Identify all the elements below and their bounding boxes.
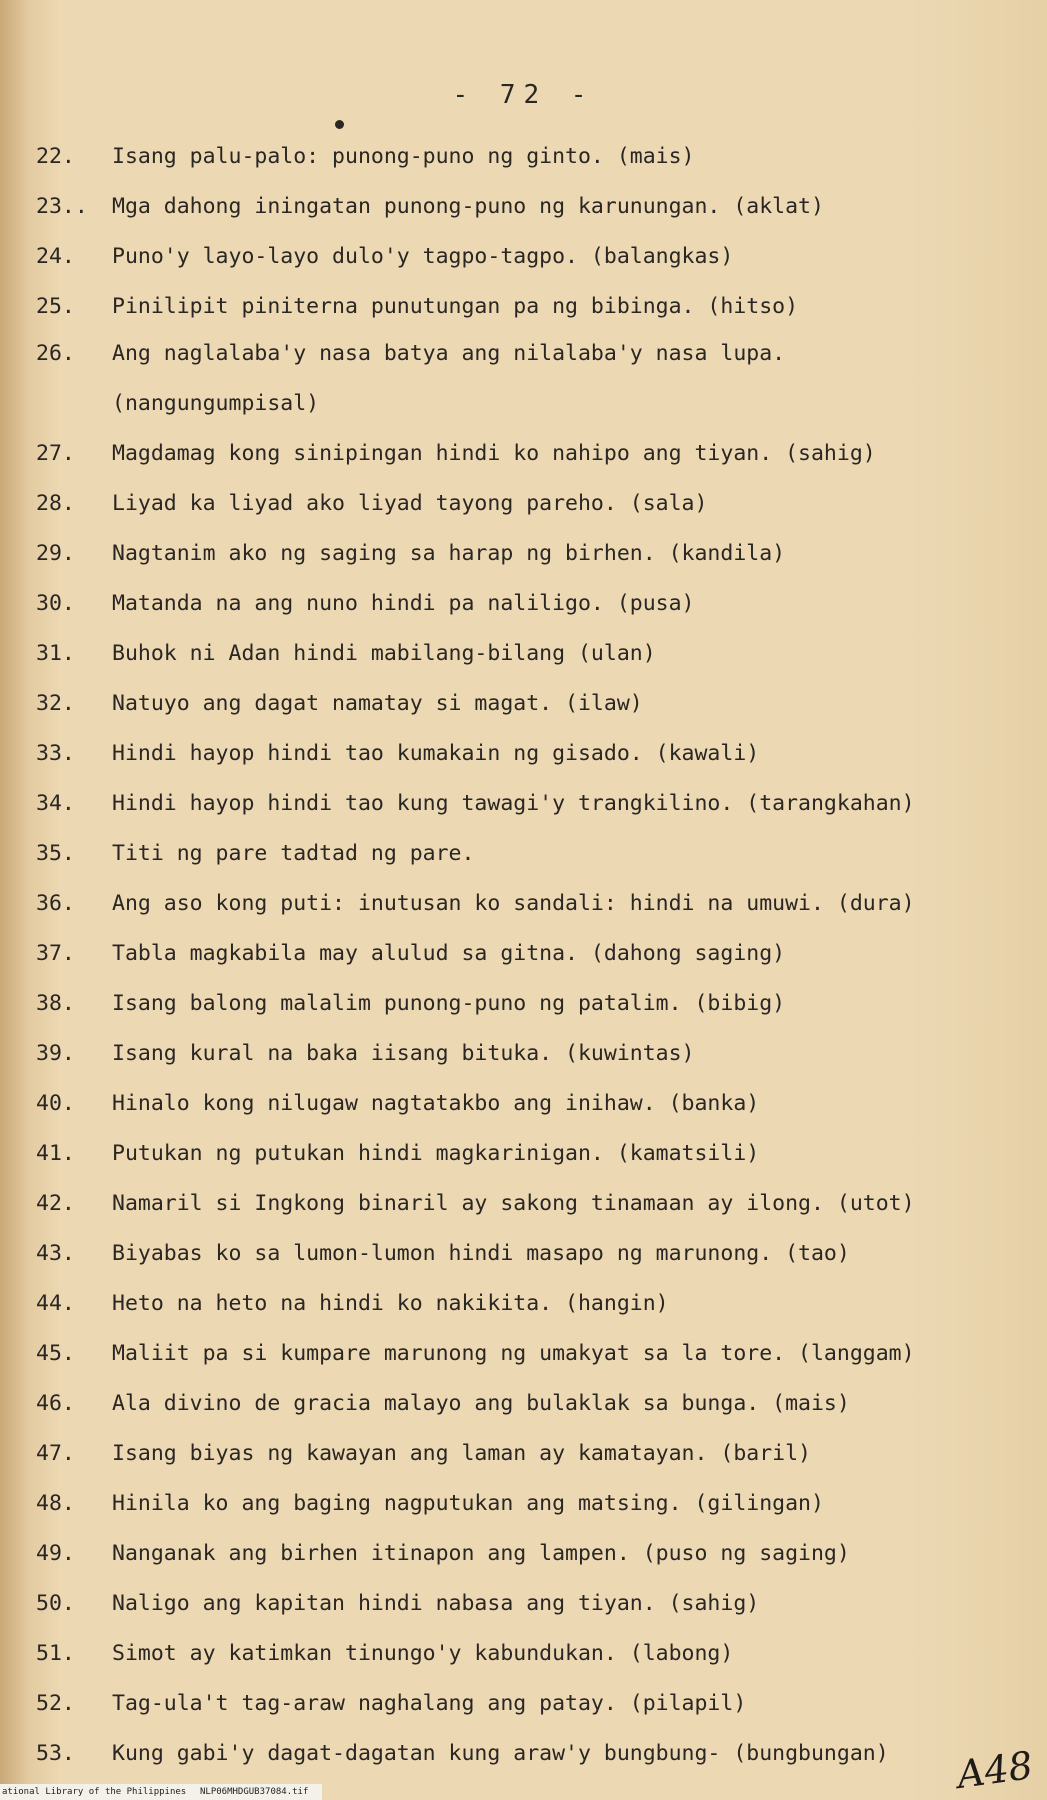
riddle-text: (nangungumpisal) [112,391,320,416]
riddle-text: Tabla magkabila may alulud sa gitna. (dahong saging) [112,941,786,966]
riddle-number: 49. [36,1541,75,1566]
riddle-text: Tag-ula't tag-araw naghalang ang patay. (pilapil) [112,1691,747,1716]
riddle-number: 23.. [36,194,88,219]
riddle-text: Mga dahong iningatan punong-puno ng karunungan. (aklat) [112,194,824,219]
riddle-number: 33. [36,741,75,766]
riddle-row [0,1291,1047,1331]
riddle-row [0,991,1047,1031]
riddle-text: Namaril si Ingkong binaril ay sakong tinamaan ay ilong. (utot) [112,1191,915,1216]
riddle-text: Hindi hayop hindi tao kumakain ng gisado. (kawali) [112,741,760,766]
riddle-number: 44. [36,1291,75,1316]
riddle-text: Hindi hayop hindi tao kung tawagi'y trangkilino. (tarangkahan) [112,791,915,816]
riddle-row [0,194,1047,234]
riddle-number: 38. [36,991,75,1016]
footer-source: ational Library of the Philippines [0,1784,322,1800]
riddle-text: Nanganak ang birhen itinapon ang lampen. (puso ng saging) [112,1541,850,1566]
riddle-row [0,1741,1047,1781]
riddle-row [0,541,1047,581]
riddle-row [0,1591,1047,1631]
riddle-number: 46. [36,1391,75,1416]
riddle-number: 37. [36,941,75,966]
riddle-row [0,1141,1047,1181]
riddle-text: Nagtanim ako ng saging sa harap ng birhen. (kandila) [112,541,786,566]
riddle-number: 48. [36,1491,75,1516]
riddle-text: Puno'y layo-layo dulo'y tagpo-tagpo. (balangkas) [112,244,734,269]
riddle-row [0,741,1047,781]
riddle-text: Natuyo ang dagat namatay si magat. (ilaw) [112,691,643,716]
riddle-number: 45. [36,1341,75,1366]
riddle-row [0,1241,1047,1281]
riddle-text: Isang palu-palo: punong-puno ng ginto. (mais) [112,144,695,169]
riddle-number: 27. [36,441,75,466]
riddle-row [0,1191,1047,1231]
riddle-text: Titi ng pare tadtad ng pare. [112,841,475,866]
riddle-text: Kung gabi'y dagat-dagatan kung araw'y bungbung- (bungbungan) [112,1741,889,1766]
riddle-text: Buhok ni Adan hindi mabilang-bilang (ulan) [112,641,656,666]
riddle-number: 53. [36,1741,75,1766]
footer-file: NLP06MHDGUB37084.tif [200,1787,309,1797]
riddle-row [0,891,1047,931]
riddle-text: Isang balong malalim punong-puno ng patalim. (bibig) [112,991,786,1016]
riddle-text: Pinilipit piniterna punutungan pa ng bibinga. (hitso) [112,294,799,319]
riddle-text: Putukan ng putukan hindi magkarinigan. (kamatsili) [112,1141,760,1166]
riddle-number: 51. [36,1641,75,1666]
riddle-text: Ala divino de gracia malayo ang bulaklak sa bunga. (mais) [112,1391,850,1416]
riddle-number: 39. [36,1041,75,1066]
riddle-number: 36. [36,891,75,916]
riddle-text: Ang naglalaba'y nasa batya ang nilalaba'y nasa lupa. [112,341,786,366]
riddle-text: Isang biyas ng kawayan ang laman ay kamatayan. (baril) [112,1441,811,1466]
riddle-number: 35. [36,841,75,866]
riddle-text: Liyad ka liyad ako liyad tayong pareho. (sala) [112,491,708,516]
riddle-row [0,941,1047,981]
riddle-row [0,841,1047,881]
riddle-text: Biyabas ko sa lumon-lumon hindi masapo ng marunong. (tao) [112,1241,850,1266]
riddle-row [0,1391,1047,1431]
handwritten-mark: A48 [954,1742,1036,1798]
riddle-number: 42. [36,1191,75,1216]
riddle-row [0,1441,1047,1481]
riddle-number: 40. [36,1091,75,1116]
riddle-row [0,1041,1047,1081]
riddle-row [0,491,1047,531]
riddle-row [0,144,1047,184]
riddle-row [0,791,1047,831]
riddle-number: 50. [36,1591,75,1616]
riddle-text: Hinalo kong nilugaw nagtatakbo ang inihaw. (banka) [112,1091,760,1116]
riddle-text: Hinila ko ang baging nagputukan ang matsing. (gilingan) [112,1491,824,1516]
riddle-number: 26. [36,341,75,366]
riddle-text: Ang aso kong puti: inutusan ko sandali: hindi na umuwi. (dura) [112,891,915,916]
riddle-number: 43. [36,1241,75,1266]
riddle-number: 41. [36,1141,75,1166]
riddle-number: 25. [36,294,75,319]
riddle-row [0,1341,1047,1381]
riddle-number: 29. [36,541,75,566]
riddle-number: 31. [36,641,75,666]
riddle-text: Naligo ang kapitan hindi nabasa ang tiyan. (sahig) [112,1591,760,1616]
riddle-row [0,341,1047,381]
riddle-number: 34. [36,791,75,816]
riddle-number: 22. [36,144,75,169]
riddle-number: 30. [36,591,75,616]
riddle-row [0,591,1047,631]
page-number: - 72 - [452,80,595,110]
riddle-row [0,441,1047,481]
riddle-row [0,691,1047,731]
riddle-text: Matanda na ang nuno hindi pa naliligo. (pusa) [112,591,695,616]
riddle-row [0,1691,1047,1731]
riddle-row [0,1641,1047,1681]
riddle-text: Isang kural na baka iisang bituka. (kuwintas) [112,1041,695,1066]
riddle-text: Heto na heto na hindi ko nakikita. (hangin) [112,1291,669,1316]
riddle-text: Magdamag kong sinipingan hindi ko nahipo ang tiyan. (sahig) [112,441,876,466]
riddle-number: 24. [36,244,75,269]
riddle-number: 52. [36,1691,75,1716]
riddle-text: Simot ay katimkan tinungo'y kabundukan. (labong) [112,1641,734,1666]
riddle-number: 28. [36,491,75,516]
riddle-row [0,1491,1047,1531]
riddle-row [0,1541,1047,1581]
riddle-row [0,1091,1047,1131]
riddle-row [0,391,1047,431]
riddle-number: 47. [36,1441,75,1466]
riddle-row [0,294,1047,334]
riddle-text: Maliit pa si kumpare marunong ng umakyat sa la tore. (langgam) [112,1341,915,1366]
riddle-number: 32. [36,691,75,716]
riddle-row [0,641,1047,681]
riddle-row [0,244,1047,284]
